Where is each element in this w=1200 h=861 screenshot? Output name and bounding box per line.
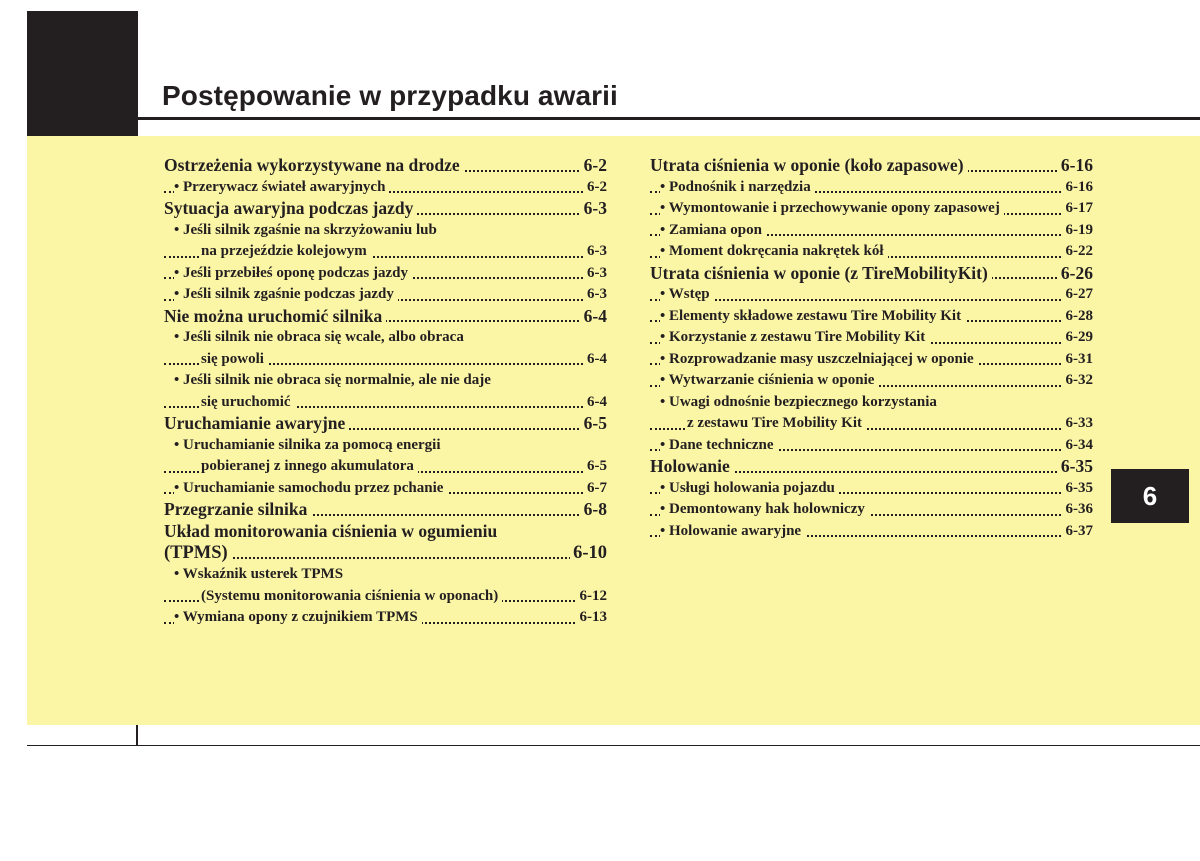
toc-entry[interactable]: (TPMS) 6-10: [164, 543, 607, 563]
toc-entry[interactable]: Utrata ciśnienia w oponie (koło zapasowe) 6-16: [650, 155, 1093, 175]
toc-entry[interactable]: • Rozprowadzanie masy uszczelniającej w oponie 6-31: [650, 349, 1093, 371]
title-rule: [137, 117, 1200, 120]
bottom-rule: [27, 745, 1200, 746]
toc-entry-line[interactable]: • Wskaźnik usterek TPMS: [174, 566, 344, 582]
chapter-header-block: [27, 11, 137, 136]
page-title: Postępowanie w przypadku awarii: [162, 80, 618, 111]
toc-entry[interactable]: • Zamiana opon 6-19: [650, 220, 1093, 242]
toc-entry[interactable]: (Systemu monitorowania ciśnienia w oponach) 6-12: [164, 586, 607, 608]
toc-entry[interactable]: • Moment dokręcania nakrętek kół 6-22: [650, 241, 1093, 263]
toc-entry[interactable]: • Wytwarzanie ciśnienia w oponie 6-32: [650, 370, 1093, 392]
toc-entry[interactable]: • Demontowany hak holowniczy 6-36: [650, 499, 1093, 521]
toc-entry[interactable]: • Przerywacz świateł awaryjnych 6-2: [164, 177, 607, 199]
toc-entry[interactable]: Ostrzeżenia wykorzystywane na drodze 6-2: [164, 155, 607, 175]
toc-entry[interactable]: się powoli 6-4: [164, 349, 607, 371]
toc-entry[interactable]: Holowanie 6-35: [650, 456, 1093, 476]
toc-entry[interactable]: się uruchomić 6-4: [164, 392, 607, 414]
toc-entry[interactable]: • Podnośnik i narzędzia 6-16: [650, 177, 1093, 199]
toc-entry[interactable]: Uruchamianie awaryjne 6-5: [164, 413, 607, 433]
toc-entry[interactable]: pobieranej z innego akumulatora 6-5: [164, 456, 607, 478]
toc-entry[interactable]: • Korzystanie z zestawu Tire Mobility Kit 6-29: [650, 327, 1093, 349]
toc-left-column: [164, 155, 607, 629]
toc-entry-line[interactable]: • Uwagi odnośnie bezpiecznego korzystania: [660, 393, 937, 410]
toc-entry[interactable]: • Uruchamianie samochodu przez pchanie 6-7: [164, 478, 607, 500]
toc-entry[interactable]: • Wymiana opony z czujnikiem TPMS 6-13: [164, 607, 607, 629]
toc-entry[interactable]: Sytuacja awaryjna podczas jazdy 6-3: [164, 198, 607, 218]
toc-entry[interactable]: z zestawu Tire Mobility Kit 6-33: [650, 413, 1093, 435]
toc-entry[interactable]: • Wymontowanie i przechowywanie opony zapasowej 6-17: [650, 198, 1093, 220]
toc-entry[interactable]: • Elementy składowe zestawu Tire Mobility Kit 6-28: [650, 306, 1093, 328]
toc-entry[interactable]: na przejeździe kolejowym 6-3: [164, 241, 607, 263]
toc-entry[interactable]: • Holowanie awaryjne 6-37: [650, 521, 1093, 543]
toc-entry-line[interactable]: • Jeśli silnik zgaśnie na skrzyżowaniu lub: [174, 221, 437, 238]
toc-entry[interactable]: Nie można uruchomić silnika 6-4: [164, 305, 607, 326]
toc-entry[interactable]: • Dane techniczne 6-34: [650, 435, 1093, 457]
toc-entry[interactable]: Utrata ciśnienia w oponie (z TireMobilityKit) 6-26: [650, 262, 1093, 283]
toc-entry-line[interactable]: • Jeśli silnik nie obraca się normalnie, ale nie daje: [174, 372, 491, 388]
toc-right-column: [650, 155, 1093, 542]
toc-entry[interactable]: Przegrzanie silnika 6-8: [164, 499, 607, 519]
toc-entry[interactable]: • Jeśli przebiłeś oponę podczas jazdy 6-3: [164, 263, 607, 285]
toc-entry[interactable]: • Wstęp 6-27: [650, 284, 1093, 306]
toc-entry-line[interactable]: • Jeśli silnik nie obraca się wcale, albo obraca: [174, 329, 464, 345]
toc-entry[interactable]: • Usługi holowania pojazdu 6-35: [650, 478, 1093, 500]
toc-entry-line[interactable]: • Uruchamianie silnika za pomocą energii: [174, 436, 441, 453]
chapter-tab[interactable]: 6: [1111, 469, 1189, 523]
toc-entry[interactable]: • Jeśli silnik zgaśnie podczas jazdy 6-3: [164, 284, 607, 306]
toc-entry-line[interactable]: Układ monitorowania ciśnienia w ogumieniu: [164, 520, 498, 541]
